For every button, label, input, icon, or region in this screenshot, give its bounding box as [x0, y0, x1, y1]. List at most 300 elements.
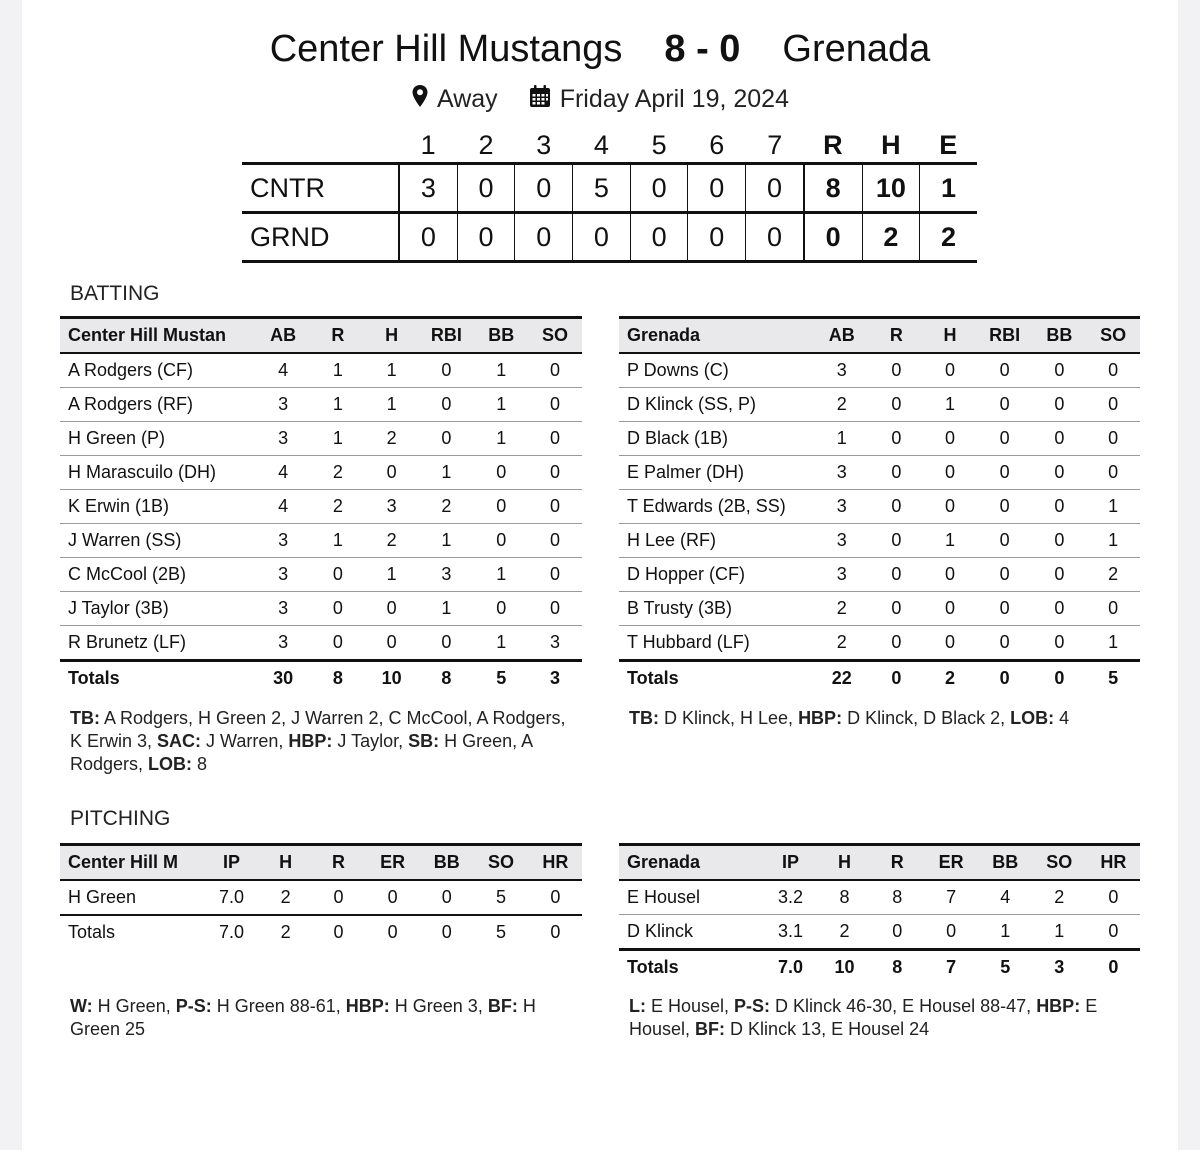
date-text: Friday April 19, 2024 — [559, 85, 789, 113]
stat-value: 0 — [870, 592, 924, 626]
player-name: A Rodgers (CF) — [60, 353, 255, 388]
totals-row — [60, 661, 582, 696]
stats-header-row — [60, 318, 582, 354]
stat-value: 0 — [419, 626, 475, 661]
stat-value: 0 — [528, 592, 582, 626]
home-team-name: Center Hill Mustangs — [269, 28, 623, 70]
stat-value: 0 — [1086, 456, 1140, 490]
stat-value: 0 — [528, 388, 582, 422]
stats-header-col: R — [311, 318, 365, 354]
stat-value: 3.1 — [763, 915, 818, 950]
stat-value: 3 — [814, 558, 870, 592]
stat-value: 0 — [528, 353, 582, 388]
stat-value: 0 — [528, 490, 582, 524]
stat-value: 3 — [255, 558, 311, 592]
linescore-header-rhe: E — [939, 129, 958, 160]
stat-value: 2 — [311, 490, 365, 524]
totals-value: 7.0 — [763, 950, 818, 985]
stat-value: 0 — [977, 626, 1033, 661]
totals-value: 0 — [870, 661, 924, 696]
stats-header-col: BB — [979, 845, 1032, 881]
stat-value: 2 — [259, 880, 312, 915]
stat-value: 1 — [311, 388, 365, 422]
stat-value: 0 — [1086, 388, 1140, 422]
stat-value: 0 — [474, 456, 528, 490]
stat-value: 3 — [255, 592, 311, 626]
note-label: TB: — [70, 708, 100, 728]
totals-value: 10 — [365, 661, 419, 696]
linescore-inning-runs: 0 — [688, 213, 746, 262]
stat-value: 1 — [365, 388, 419, 422]
stat-value: 0 — [871, 915, 924, 950]
away-team-name: Grenada — [782, 28, 931, 70]
note-text: E Housel, — [629, 996, 1098, 1039]
stats-header-col: RBI — [977, 318, 1033, 354]
stat-value: 3 — [255, 524, 311, 558]
stats-header-team: Grenada — [619, 845, 763, 881]
player-name: K Erwin (1B) — [60, 490, 255, 524]
batting-table-grenada — [619, 316, 1140, 695]
linescore-row — [242, 213, 977, 262]
player-name: C McCool (2B) — [60, 558, 255, 592]
stat-value: 8 — [871, 880, 924, 915]
stat-value: 1 — [311, 524, 365, 558]
note-text: 4 — [1054, 708, 1070, 728]
totals-value: 3 — [1032, 950, 1087, 985]
player-row — [619, 490, 1140, 524]
player-name: D Hopper (CF) — [619, 558, 814, 592]
stat-value: 0 — [1033, 558, 1087, 592]
note-label: LOB: — [148, 754, 193, 774]
player-name: P Downs (C) — [619, 353, 814, 388]
stat-value: 2 — [814, 388, 870, 422]
pitching-table-center-hill — [60, 843, 582, 949]
stat-value: 1 — [419, 524, 475, 558]
player-name: J Warren (SS) — [60, 524, 255, 558]
stat-value: 0 — [1086, 592, 1140, 626]
game-header — [0, 28, 1200, 71]
stat-value: 0 — [365, 880, 420, 915]
stats-header-col: SO — [1032, 845, 1087, 881]
batting-table-center-hill — [60, 316, 582, 695]
stat-value: 0 — [311, 626, 365, 661]
player-name: E Housel — [619, 880, 763, 915]
linescore-header-inning: 6 — [709, 129, 725, 160]
stat-value: 1 — [1032, 915, 1087, 950]
player-name: D Klinck (SS, P) — [619, 388, 814, 422]
player-row — [619, 524, 1140, 558]
stat-value: 1 — [1086, 490, 1140, 524]
stats-header-row — [619, 845, 1140, 881]
stat-value: 0 — [870, 456, 924, 490]
stat-value: 3 — [528, 626, 582, 661]
stat-value: 1 — [365, 353, 419, 388]
final-score: 8 - 0 — [664, 28, 741, 70]
stat-value: 0 — [419, 388, 475, 422]
stat-value: 3 — [255, 388, 311, 422]
stat-value: 2 — [419, 490, 475, 524]
player-row — [60, 592, 582, 626]
stat-value: 0 — [1086, 353, 1140, 388]
stat-value: 0 — [1033, 388, 1087, 422]
stat-value: 1 — [814, 422, 870, 456]
batting-notes-grenada — [629, 707, 1129, 730]
linescore-inning-runs: 5 — [573, 164, 631, 213]
stat-value: 0 — [870, 626, 924, 661]
stat-value: 0 — [474, 592, 528, 626]
totals-value: 0 — [977, 661, 1033, 696]
stat-value: 0 — [365, 626, 419, 661]
stat-value: 1 — [311, 353, 365, 388]
map-pin-icon — [411, 84, 429, 115]
note-label: HBP: — [345, 996, 390, 1016]
player-name: E Palmer (DH) — [619, 456, 814, 490]
linescore-header-inning: 4 — [593, 129, 609, 160]
stats-header-col: H — [365, 318, 419, 354]
note-text: H Green 3, — [389, 996, 488, 1016]
stats-header-col: IP — [763, 845, 818, 881]
stats-header-col: IP — [204, 845, 259, 881]
linescore-header-inning: 2 — [478, 129, 494, 160]
stats-header-col: ER — [365, 845, 420, 881]
stats-header-col: HR — [529, 845, 582, 881]
player-row — [619, 915, 1140, 950]
totals-value: 8 — [311, 661, 365, 696]
stat-value: 8 — [818, 880, 871, 915]
location-text: Away — [437, 85, 498, 113]
stat-value: 0 — [923, 490, 977, 524]
note-label: BF: — [695, 1019, 726, 1039]
stat-value: 1 — [923, 388, 977, 422]
stat-value: 0 — [1033, 422, 1087, 456]
linescore-inning-runs: 0 — [457, 164, 515, 213]
stat-value: 0 — [923, 456, 977, 490]
stats-header-col: H — [259, 845, 312, 881]
linescore-rhe-value: 0 — [804, 213, 862, 262]
linescore-inning-runs: 0 — [399, 213, 457, 262]
player-name: H Lee (RF) — [619, 524, 814, 558]
stat-value: 0 — [528, 422, 582, 456]
note-text: H Green 88-61, — [211, 996, 346, 1016]
linescore-inning-runs: 0 — [457, 213, 515, 262]
stats-header-team: Center Hill Mustan — [60, 318, 255, 354]
stats-header-col: R — [871, 845, 924, 881]
player-row — [619, 626, 1140, 661]
totals-value: 30 — [255, 661, 311, 696]
stats-header-col: HR — [1087, 845, 1140, 881]
stat-value: 0 — [419, 422, 475, 456]
note-text: J Taylor, — [332, 731, 409, 751]
linescore-header-inning: 3 — [536, 129, 552, 160]
note-text: E Housel, — [646, 996, 735, 1016]
linescore-header-inning: 7 — [767, 129, 783, 160]
stat-value: 0 — [419, 353, 475, 388]
player-row — [60, 490, 582, 524]
note-text: D Klinck 13, E Housel 24 — [725, 1019, 930, 1039]
note-text: A Rodgers, H Green 2, J Warren 2, C McCool, A Rodgers, K Erwin 3, — [70, 708, 566, 751]
totals-value: 0 — [312, 915, 365, 949]
stat-value: 0 — [365, 592, 419, 626]
player-name: A Rodgers (RF) — [60, 388, 255, 422]
stat-value: 0 — [977, 592, 1033, 626]
totals-value: 0 — [365, 915, 420, 949]
stat-value: 0 — [923, 558, 977, 592]
linescore-inning-runs: 3 — [399, 164, 457, 213]
totals-row — [619, 661, 1140, 696]
player-row — [60, 456, 582, 490]
linescore-inning-runs: 0 — [688, 164, 746, 213]
stats-header-col: SO — [1086, 318, 1140, 354]
stats-header-row — [60, 845, 582, 881]
linescore-team: CNTR — [242, 164, 399, 213]
stat-value: 1 — [923, 524, 977, 558]
linescore-header-rhe: R — [823, 129, 843, 160]
player-row — [619, 456, 1140, 490]
stat-value: 1 — [365, 558, 419, 592]
stat-value: 0 — [528, 558, 582, 592]
stat-value: 0 — [977, 456, 1033, 490]
stat-value: 3 — [419, 558, 475, 592]
totals-value: 8 — [419, 661, 475, 696]
note-label: W: — [70, 996, 93, 1016]
stat-value: 0 — [870, 524, 924, 558]
player-name: B Trusty (3B) — [619, 592, 814, 626]
note-text: D Klinck, D Black 2, — [842, 708, 1011, 728]
player-name: T Hubbard (LF) — [619, 626, 814, 661]
linescore-header-team — [242, 128, 399, 164]
player-name: H Marascuilo (DH) — [60, 456, 255, 490]
player-row — [619, 880, 1140, 915]
stat-value: 0 — [870, 490, 924, 524]
totals-value: 7 — [924, 950, 979, 985]
pitching-notes-center-hill — [70, 995, 570, 1041]
stat-value: 2 — [311, 456, 365, 490]
totals-value: 0 — [420, 915, 473, 949]
stat-value: 0 — [977, 353, 1033, 388]
stat-value: 7.0 — [204, 880, 259, 915]
calendar-icon — [528, 84, 552, 115]
player-row — [619, 353, 1140, 388]
stat-value: 0 — [1087, 915, 1140, 950]
linescore-inning-runs: 0 — [746, 213, 804, 262]
linescore-header-inning: 1 — [420, 129, 436, 160]
linescore-rhe-value: 10 — [862, 164, 920, 213]
stat-value: 2 — [1032, 880, 1087, 915]
note-label: P-S: — [175, 996, 212, 1016]
stat-value: 0 — [977, 422, 1033, 456]
stat-value: 4 — [255, 353, 311, 388]
totals-value: 2 — [923, 661, 977, 696]
player-name: D Black (1B) — [619, 422, 814, 456]
note-label: P-S: — [734, 996, 771, 1016]
totals-value: 5 — [1086, 661, 1140, 696]
stats-header-col: H — [818, 845, 871, 881]
player-name: H Green — [60, 880, 204, 915]
totals-label: Totals — [60, 661, 255, 696]
linescore-rhe-value: 8 — [804, 164, 862, 213]
stat-value: 3 — [255, 422, 311, 456]
stats-header-col: AB — [814, 318, 870, 354]
player-row — [619, 388, 1140, 422]
player-name: D Klinck — [619, 915, 763, 950]
note-text: H Green 25 — [70, 996, 536, 1039]
stats-header-col: R — [870, 318, 924, 354]
player-row — [619, 422, 1140, 456]
linescore-inning-runs: 0 — [630, 213, 688, 262]
note-text: D Klinck, H Lee, — [659, 708, 799, 728]
stat-value: 0 — [923, 422, 977, 456]
note-text: H Green, — [92, 996, 176, 1016]
stat-value: 3.2 — [763, 880, 818, 915]
stat-value: 2 — [818, 915, 871, 950]
player-row — [60, 558, 582, 592]
stat-value: 0 — [870, 558, 924, 592]
stat-value: 1 — [419, 592, 475, 626]
pitching-section-title: PITCHING — [70, 807, 171, 830]
totals-label: Totals — [619, 950, 763, 985]
stat-value: 0 — [977, 558, 1033, 592]
stat-value: 2 — [814, 626, 870, 661]
stat-value: 0 — [474, 524, 528, 558]
stat-value: 4 — [255, 456, 311, 490]
note-text: 8 — [192, 754, 208, 774]
note-label: HBP: — [798, 708, 843, 728]
totals-value: 2 — [259, 915, 312, 949]
game-meta — [0, 84, 1200, 115]
note-label: LOB: — [1010, 708, 1055, 728]
stats-header-col: ER — [924, 845, 979, 881]
linescore-inning-runs: 0 — [746, 164, 804, 213]
stats-header-col: R — [312, 845, 365, 881]
player-row — [619, 592, 1140, 626]
note-text: D Klinck 46-30, E Housel 88-47, — [770, 996, 1037, 1016]
stat-value: 0 — [1086, 422, 1140, 456]
player-row — [619, 558, 1140, 592]
stats-header-col: SO — [473, 845, 528, 881]
stats-header-col: RBI — [419, 318, 475, 354]
stat-value: 0 — [977, 524, 1033, 558]
stats-header-col: BB — [420, 845, 473, 881]
stat-value: 0 — [1033, 353, 1087, 388]
stat-value: 0 — [528, 456, 582, 490]
linescore-rhe-value: 1 — [920, 164, 977, 213]
player-row — [60, 524, 582, 558]
stat-value: 0 — [1033, 626, 1087, 661]
stat-value: 1 — [474, 422, 528, 456]
player-row — [60, 353, 582, 388]
stat-value: 0 — [870, 353, 924, 388]
stat-value: 1 — [474, 626, 528, 661]
stats-header-row — [619, 318, 1140, 354]
stat-value: 3 — [814, 524, 870, 558]
stats-header-col: BB — [1033, 318, 1087, 354]
stats-header-col: AB — [255, 318, 311, 354]
stat-value: 3 — [814, 490, 870, 524]
player-name: R Brunetz (LF) — [60, 626, 255, 661]
totals-value: 22 — [814, 661, 870, 696]
note-text: J Warren, — [201, 731, 289, 751]
stat-value: 0 — [311, 592, 365, 626]
note-label: HBP: — [1036, 996, 1081, 1016]
stat-value: 1 — [1086, 524, 1140, 558]
stat-value: 2 — [365, 422, 419, 456]
stat-value: 0 — [977, 490, 1033, 524]
totals-value: 3 — [528, 661, 582, 696]
stat-value: 1 — [474, 558, 528, 592]
stat-value: 3 — [814, 353, 870, 388]
linescore-team: GRND — [242, 213, 399, 262]
note-label: BF: — [487, 996, 518, 1016]
linescore-header-rhe: H — [881, 129, 901, 160]
stat-value: 0 — [1033, 490, 1087, 524]
totals-label: Totals — [619, 661, 814, 696]
stats-header-team: Center Hill M — [60, 845, 204, 881]
stats-header-team: Grenada — [619, 318, 814, 354]
stat-value: 0 — [420, 880, 473, 915]
linescore-row — [242, 164, 977, 213]
stat-value: 0 — [528, 524, 582, 558]
stat-value: 0 — [311, 558, 365, 592]
stat-value: 0 — [474, 490, 528, 524]
stat-value: 2 — [814, 592, 870, 626]
totals-value: 5 — [473, 915, 528, 949]
note-label: TB: — [629, 708, 659, 728]
stats-header-col: SO — [528, 318, 582, 354]
stats-header-col: H — [923, 318, 977, 354]
linescore-inning-runs: 0 — [515, 213, 573, 262]
stat-value: 0 — [923, 353, 977, 388]
stat-value: 0 — [1087, 880, 1140, 915]
batting-section-title: BATTING — [70, 282, 160, 305]
linescore-table — [242, 128, 977, 263]
totals-value: 0 — [529, 915, 582, 949]
stat-value: 0 — [923, 626, 977, 661]
note-label: SAC: — [157, 731, 202, 751]
note-label: SB: — [408, 731, 440, 751]
pitching-table-grenada — [619, 843, 1140, 984]
note-label: L: — [629, 996, 646, 1016]
stat-value: 0 — [312, 880, 365, 915]
player-name: J Taylor (3B) — [60, 592, 255, 626]
player-row — [60, 388, 582, 422]
totals-value: 7.0 — [204, 915, 259, 949]
stat-value: 3 — [365, 490, 419, 524]
stat-value: 0 — [923, 592, 977, 626]
stat-value: 1 — [474, 388, 528, 422]
stat-value: 0 — [365, 456, 419, 490]
linescore-rhe-value: 2 — [862, 213, 920, 262]
stat-value: 1 — [979, 915, 1032, 950]
stat-value: 0 — [870, 388, 924, 422]
stat-value: 0 — [529, 880, 582, 915]
stat-value: 1 — [419, 456, 475, 490]
stats-header-col: BB — [474, 318, 528, 354]
totals-row — [60, 915, 582, 949]
totals-row — [619, 950, 1140, 985]
linescore-inning-runs: 0 — [630, 164, 688, 213]
totals-value: 10 — [818, 950, 871, 985]
player-row — [60, 422, 582, 456]
player-row — [60, 880, 582, 915]
stat-value: 2 — [1086, 558, 1140, 592]
stat-value: 3 — [814, 456, 870, 490]
stat-value: 5 — [473, 880, 528, 915]
linescore-rhe-value: 2 — [920, 213, 977, 262]
linescore-inning-runs: 0 — [573, 213, 631, 262]
totals-value: 5 — [474, 661, 528, 696]
stat-value: 3 — [255, 626, 311, 661]
stat-value: 4 — [979, 880, 1032, 915]
